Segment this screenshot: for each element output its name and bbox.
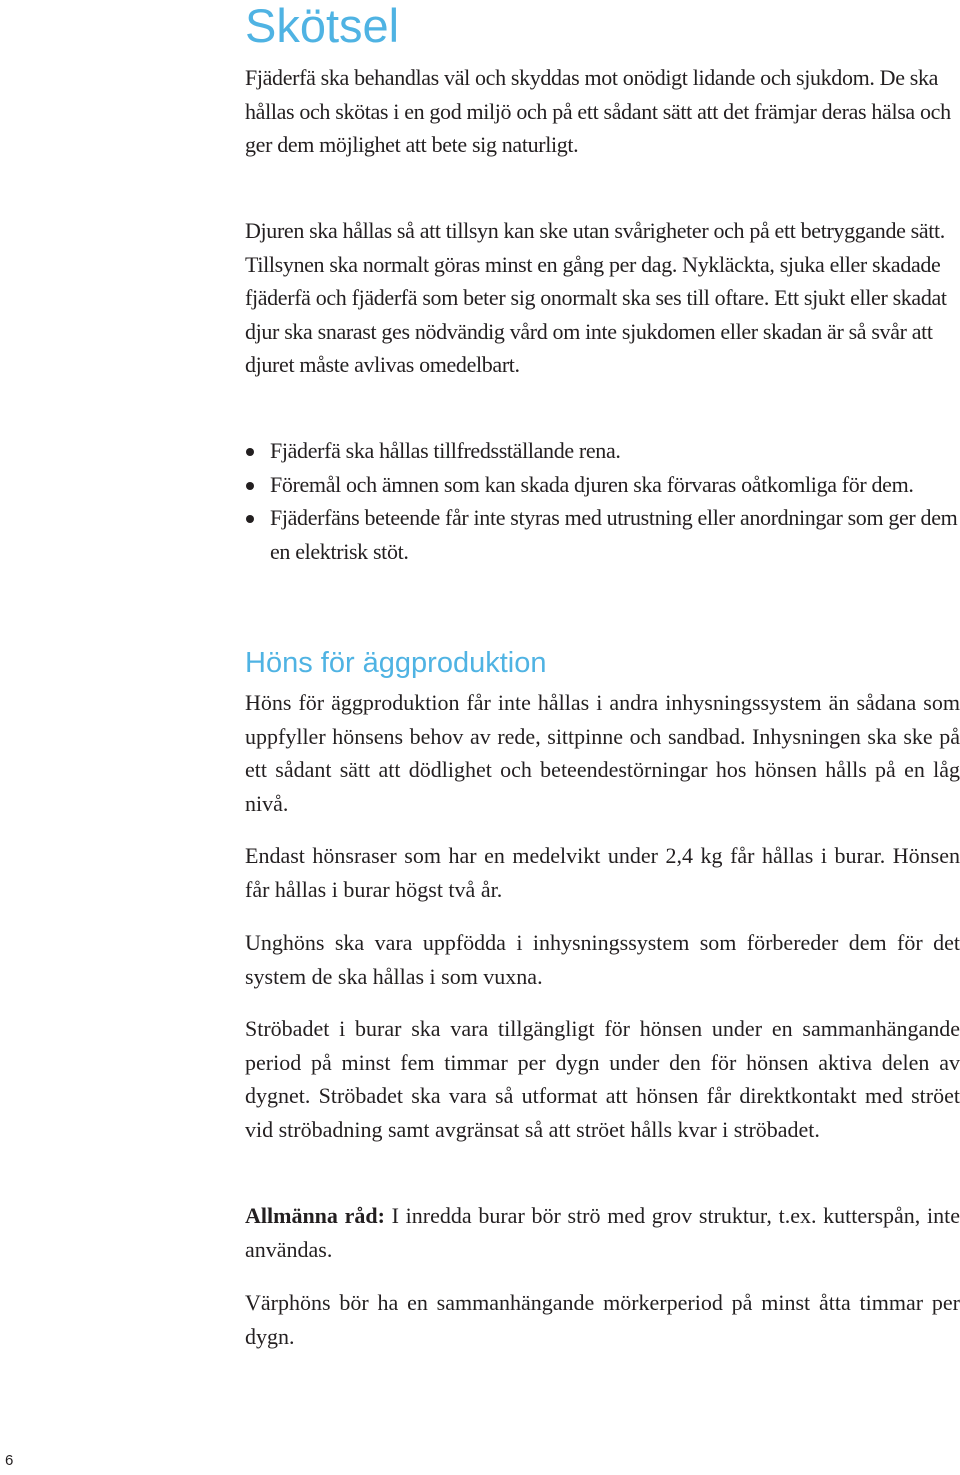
advice-text: I inredda burar bör strö med grov struktur, t.ex. kutterspån, inte användas. <box>245 1203 960 1262</box>
page-number: 6 <box>5 1452 14 1469</box>
paragraph-unghons: Unghöns ska vara uppfödda i inhysningssystem som förbereder dem för det system de ska hållas i som vuxna. <box>245 930 960 989</box>
list-item <box>245 468 960 502</box>
paragraph-allmanna-rad <box>245 1199 960 1266</box>
bullet-list <box>245 434 960 568</box>
list-item-text: Fjäderfä ska hållas tillfredsställande rena. <box>270 438 621 463</box>
list-item <box>245 434 960 468</box>
paragraph-tillsyn: Djuren ska hållas så att tillsyn kan ske utan svårigheter och på ett betryggande sätt. Tillsynen ska normalt göras minst en gång per dag. Nykläckta, sjuka eller skadade fjäderfä och fjäderfä som beter sig onormalt ska ses till oftare. Ett sjukt eller skadat djur ska snarast ges nödvändig vård om inte sjukdomen eller skadan är så svår att djuret måste avlivas omedelbart. <box>245 218 947 378</box>
paragraph-strobad: Ströbadet i burar ska vara tillgängligt för hönsen under en sammanhängande period på minst fem timmar per dygn under den för hönsen aktiva delen av dygnet. Ströbadet ska vara så utformat att hönsen får direktkontakt med ströet vid ströbadning samt avgränsat så att ströet hålls kvar i ströbadet. <box>245 1016 960 1142</box>
list-item <box>245 501 960 568</box>
bullet-dot <box>246 515 254 523</box>
paragraph-inhysning: Höns för äggproduktion får inte hållas i andra inhysningssystem än sådana som uppfyller hönsens behov av rede, sittpinne och sandbad. Inhysningen ska ske på ett sådant sätt att dödlighet och beteendestörningar hos hönsen hålls på en låg nivå. <box>245 690 960 816</box>
bullet-dot <box>246 448 254 456</box>
section-title-hons: Höns för äggproduktion <box>245 647 547 679</box>
list-item-text: Föremål och ämnen som kan skada djuren ska förvaras oåtkomliga för dem. <box>270 471 914 497</box>
bullet-dot <box>246 482 254 490</box>
paragraph-hosraser: Endast hönsraser som har en medelvikt under 2,4 kg får hållas i burar. Hönsen får hållas i burar högst två år. <box>245 843 960 902</box>
list-item-text: Fjäderfäns beteende får inte styras med utrustning eller anordningar som ger dem en elektrisk stöt. <box>270 505 958 564</box>
paragraph-intro: Fjäderfä ska behandlas väl och skyddas mot onödigt lidande och sjukdom. De ska hållas och skötas i en god miljö och på ett sådant sätt att det främjar deras hälsa och ger dem möjlighet att bete sig naturligt. <box>245 65 951 158</box>
section-title-skotsel: Skötsel <box>245 0 400 52</box>
paragraph-morkerperiod: Värphöns bör ha en sammanhängande mörkerperiod på minst åtta timmar per dygn. <box>245 1290 960 1349</box>
advice-label: Allmänna råd: <box>245 1203 385 1228</box>
